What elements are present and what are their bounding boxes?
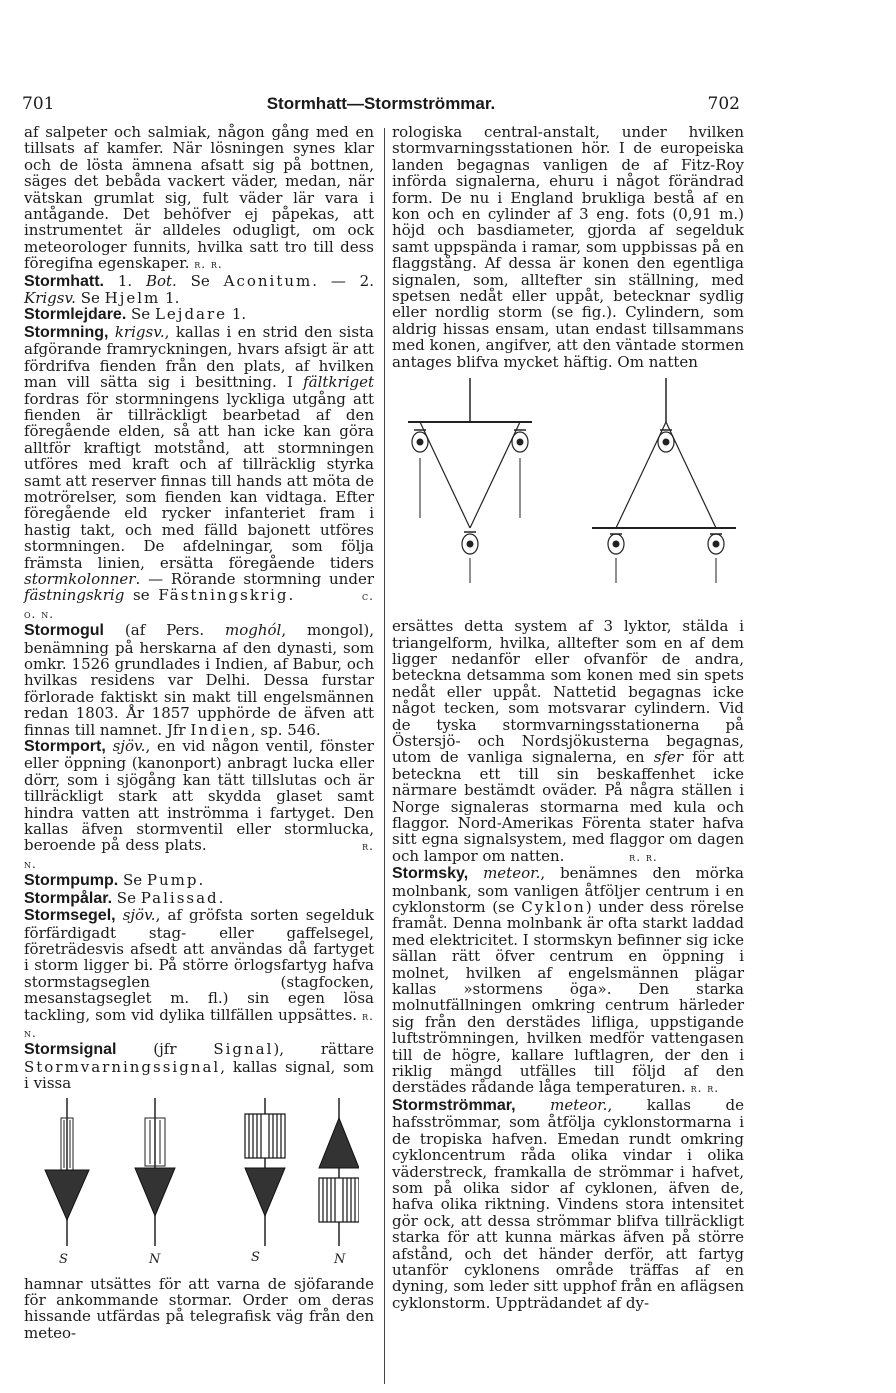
paragraph-hamnar: hamnar utsättes för att varna de sjöfarande för ankommande stormar. Order om deras hissande utfärdas på telegrafisk väg från den meteo- [24,1274,374,1342]
storm-signal-figure [39,1098,359,1268]
headword: Stormport, [24,738,106,756]
cone-up-cylinder-signal [319,1098,359,1246]
entry-stormsignal: Stormsignal (jfr Signal), rättare Stormvarningssignal, kallas signal, som i vissa [24,1040,374,1093]
cone-down-signal [45,1098,89,1246]
cylinder-cone-down-signal [245,1098,285,1246]
running-title: Stormhatt—Stormströmmar. [266,94,496,113]
entry-stormstrommar: Stormströmmar, meteor., kallas de hafsströmmar, som åtfölja cyklonstormarna i de tropiska hafven. Emedan rundt omkring cykloncentrum råda olika vindar i olika väderstreck, framkalla de strömmar i hafvet, som på olika sidor af cyklonen, äfven de, hafva olika riktning. Vindens stora intensitet gör ock, att dessa strömmar blifva tillräckligt starka för att kunna märkas äfven på större afstånd, och det händer derför, att fartyg utanför cyklonens område träffas af en dyning, som leder sitt upphof från en aflägsen cyklonstorm. Uppträdandet af dy- [392,1095,744,1312]
page-number-left: 701 [22,94,55,114]
entry-stormsegel: Stormsegel, sjöv., af gröfsta sorten segelduk förfärdigadt stag- eller gaffelsegel, företrädesvis afsedt att användas då fartyget i storm ligger bi. På större örlogsfartyg hafva stormstagseglen (stagfocken, mesanstagseglet m. fl.) sin egen lösa tackling, som vid dylika tillfällen uppsättes. r. n. [24,906,374,1040]
lanterns-up-arrangement [592,378,736,583]
left-column [24,124,374,1341]
page-header [22,94,740,116]
headword: Stormning, [24,323,109,341]
entry-stormpump: Stormpump. Se Pump. [24,871,204,890]
entry-stormhatt: Stormhatt. 1. Bot. Se Aconitum. — 2. Krigsv. Se Hjelm 1. [24,271,374,308]
entry-stormsky: Stormsky, meteor., benämnes den mörka molnbank, som vanligen åtföljer centrum i en cyklonstorm (se Cyklon) under dess rörelse framåt. Denna molnbank är ofta starkt laddad med elektricitet. I stormskyn befinner sig icke sällan rätt öfver centrum en öppning i molnet, hvilken af engelsmännen plägar kallas »stormens öga». Den starka molnutfällningen omkring centrum härleder sig från den derstädes lifliga, uppstigande luftströmningen, hvilken medför vattengasen till de högre, kallare luftlagren, der den i riklig mängd utfälles till följd af den derstädes rådande låga temperaturen. r. r. [392,864,744,1097]
headword: Stormsky, [392,865,469,883]
paragraph-rologiska: rologiska central-anstalt, under hvilken stormvarningsstationen hör. I de europeiska landen begagnas vanligen de af Fitz-Roy införda signalerna, ehuru i något förändrad form. De nu i England brukliga bestå af en kon och en cylinder af 3 eng. fots (0,91 m.) höjd och basdiameter, gjorda af segelduk samt uppspända i ramar, som uppbissas på en flaggstång. Af dessa är konen den egentliga signalen, som, alltefter sin ställning, med spetsen nedåt eller uppåt, betecknar sydlig eller nordlig storm (se fig.). Cylindern, som aldrig hissas ensam, utan endast tillsammans med konen, angifver, att den väntade stormen antages blifva mycket häftig. Om natten [392,123,744,371]
fig-label-n2: N [334,1251,346,1267]
fig-label-s1: S [59,1251,68,1267]
headword: Stormogul [24,622,104,640]
fig-label-s2: S [251,1249,260,1265]
entry-stormport: Stormport, sjöv., en vid någon ventil, fönster eller öppning (kanonport) anbragt lucka eller dörr, som i sjögång kan tätt tillslutas och är tillräckligt stark att skydda glaset samt hindra vatten att inströmma i fartyget. Den kallas äfven stormventil eller stormlucka, beroende på dess plats. r. n. [24,737,374,871]
headword: Stormsignal [24,1041,117,1059]
right-column [392,124,744,1311]
headword: Stormsegel, [24,907,116,925]
page-number-right: 702 [707,94,740,114]
entry-stormning: Stormning, krigsv., kallas i en strid den sista afgörande framryckningen, hvars afsigt är att fördrifva fienden från den plats, af hvilken man vill sätta sig i besittning. I fältkriget fordras för stormningens lyckliga utgång att fienden är tillräckligt bearbetad af den föregående elden, så att han icke kan göra alltför kraftigt motstånd, att stormningen utföres med kraft och af tillräcklig styrka samt att reserver finnas till hands att möta de motrörelser, som fienden kan vidtaga. Efter föregående eld rycker infanteriet fram i hastig takt, och med fälld bajonett utföres stormningen. De afdelningar, som följa främsta linien, ersätta föregående tiders stormkolonner. — Rörande stormning under fästningskrig se Fästningskrig. c. o. n. [24,322,375,621]
entry-stormlejdare: Stormlejdare. Se Lejdare 1. [24,305,247,324]
cone-up-signal [135,1098,175,1246]
entry-stormogul: Stormogul (af Pers. moghól, mongol), benämning på herskarna af den dynasti, som omkr. 1526 grundlades i Indien, af Babur, och hvilkas residens var Delhi. Dessa furstar förlorade faktiskt sin makt till engelsmännen redan 1803. År 1857 upphörde de äfven att finnas till namnet. Jfr Indien, sp. 546. [24,621,374,739]
night-lantern-figure [392,378,744,608]
column-divider [384,128,385,1384]
lanterns-down-arrangement [408,378,532,583]
fig-label-n1: N [149,1251,161,1267]
headword: Stormlejdare. [24,306,127,324]
entry-stormpalar: Stormpålar. Se Palissad. [24,888,224,907]
headword: Stormpålar. [24,889,113,907]
paragraph-salpeter: af salpeter och salmiak, någon gång med en tillsats af kamfer. När lösningen synes klar och de lösta ämnena afsatt sig på bottnen, säges det bebåda vackert väder, medan, när vätskan grumlat sig, fult väder lär vara i antågande. Det behöfver ej påpekas, att instrumentet är alldeles odugligt, om ock meteorologer funnits, hvilka satt tro till dess föregifna egenskaper. r. r. [24,123,374,273]
headword: Stormströmmar, [392,1096,516,1114]
paragraph-ersattes: ersättes detta system af 3 lyktor, stälda i triangelform, hvilka, alltefter som en af dem ligger nedanför eller ofvanför de andra, beteckna detsamma som konen med sin spets nedåt eller uppåt. Nattetid begagnas icke något tecken, som motsvarar cylindern. Vid de tyska stormvarningsstationerna på Östersjö- och Nordsjökusterna begagnas, utom de vanliga signalerna, en sfer för att beteckna ett till sin beskaffenhet icke närmare bestämdt oväder. På några ställen i Norge signaleras stormarna med kula och flaggor. Nord-Amerikas Förenta stater hafva sitt egna signalsystem, med flaggor om dagen och lampor om natten. r. r. [392,617,744,865]
headword: Stormhatt. [24,272,104,290]
headword: Stormpump. [24,872,119,890]
